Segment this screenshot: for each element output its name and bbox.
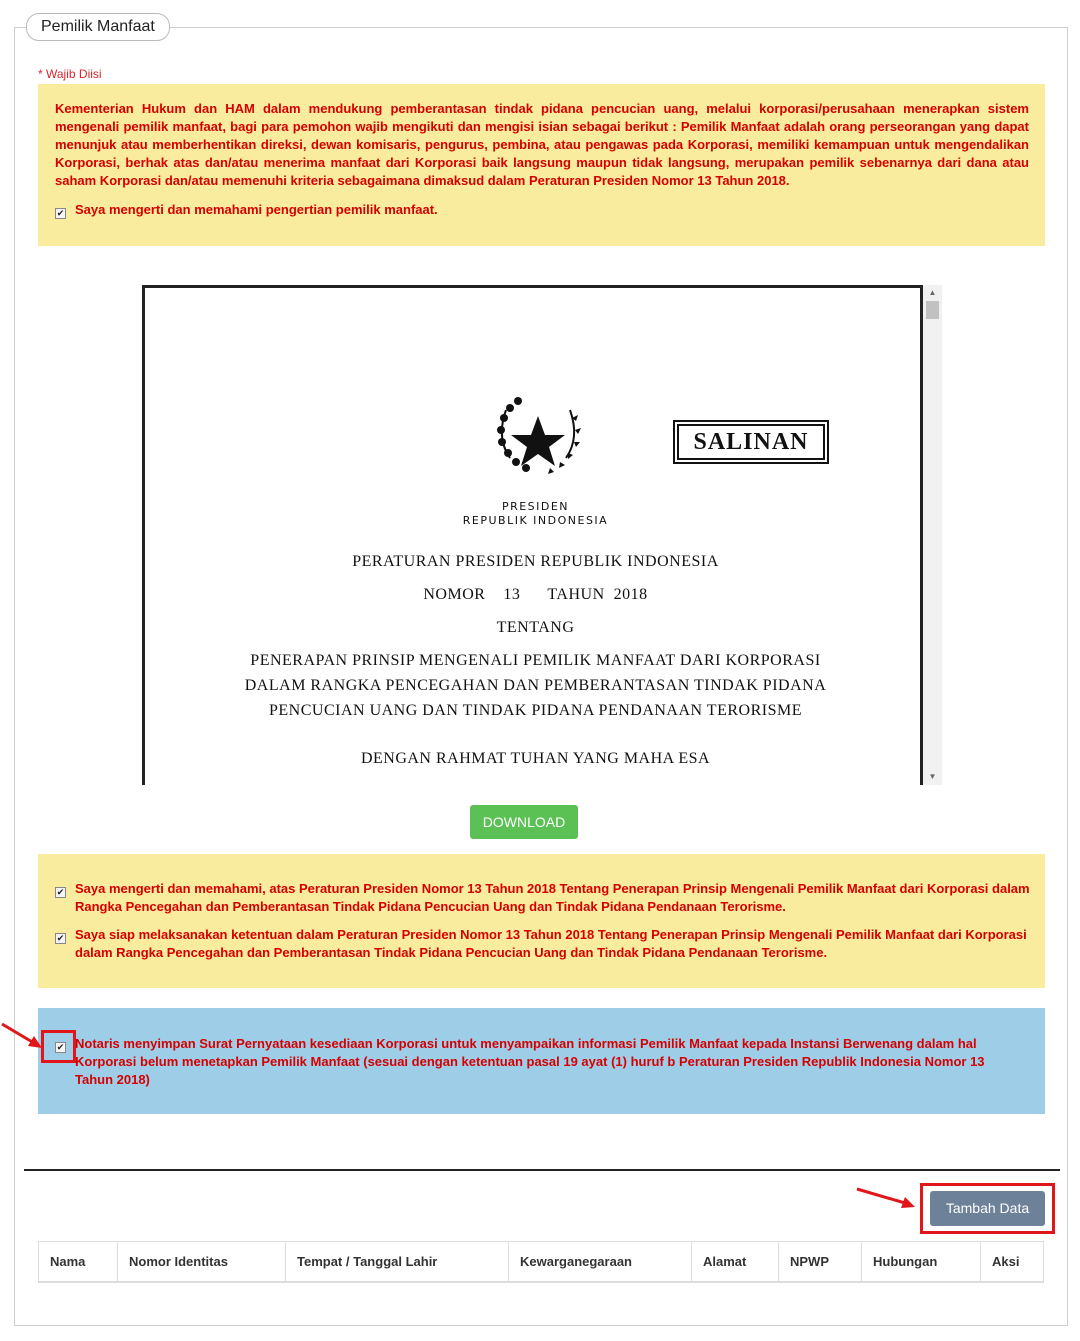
doc-subject-line2: DALAM RANGKA PENCEGAHAN DAN PEMBERANTASAN TINDAK PIDANA — [244, 677, 827, 694]
doc-blessing: DENGAN RAHMAT TUHAN YANG MAHA ESA — [360, 750, 711, 767]
notaris-label: Notaris menyimpan Surat Pernyataan kesediaan Korporasi untuk menyampaikan informasi Pemilik Manfaat kepada Instansi Berwenang dalam hal Korporasi belum menetapkan Pemilik Manfaat (sesuai dengan ketentuan pasal 19 ayat (1) huruf b Peraturan Presiden Republik Indonesia Nomor 13 Tahun 2018) — [75, 1036, 985, 1087]
checkbox-checked-icon: ✔ — [56, 933, 65, 943]
agreement-label-2: Saya siap melaksanakan ketentuan dalam Peraturan Presiden Nomor 13 Tahun 2018 Tentang Penerapan Prinsip Mengenali Pemilik Manfaat dari Korporasi dalam Rangka Pencegahan dan Pemberantasan Tindak Pidana Pencucian Uang dan Tindak Pidana Pendanaan Terorisme. — [75, 927, 1027, 960]
agreement-checkbox-1[interactable] — [55, 887, 66, 898]
section-legend: Pemilik Manfaat — [26, 13, 170, 41]
agreement-label-1: Saya mengerti dan memahami, atas Peraturan Presiden Nomor 13 Tahun 2018 Tentang Penerapan Prinsip Mengenali Pemilik Manfaat dari Korporasi dalam Rangka Pencegahan dan Pemberantasan Tindak Pidana Pencucian Uang dan Tindak Pidana Pendanaan Terorisme. — [75, 881, 1030, 914]
checkbox-checked-icon: ✔ — [56, 887, 65, 897]
col-alamat: Alamat — [692, 1242, 779, 1283]
doc-title: PERATURAN PRESIDEN REPUBLIK INDONESIA — [352, 553, 719, 570]
intro-checkbox[interactable] — [55, 208, 66, 219]
checkbox-checked-icon: ✔ — [56, 208, 65, 218]
intro-text: Kementerian Hukum dan HAM dalam mendukung pemberantasan tindak pidana pencucian uang, melalui korporasi/perusahaan menerapkan sistem mengenali pemilik manfaat, bagi para pemohon wajib mengikuti dan mengisi isian sebagai berikut : Pemilik Manfaat adalah orang perseorangan yang dapat menunjuk atau memberhentikan direksi, dewan komisaris, pengurus, pembina, atau pengawas pada Korporasi, memiliki kemampuan untuk mengendalikan Korporasi, berhak atas dan/atau menerima manfaat dari Korporasi baik langsung maupun tidak langsung, merupakan pemilik sebenarnya dari dana atau saham Korporasi dan/atau memenuhi kriteria sebagaimana dimaksud dalam Peraturan Presiden Nomor 13 Tahun 2018. — [55, 101, 1029, 188]
doc-subject-line1: PENERAPAN PRINSIP MENGENALI PEMILIK MANFAAT DARI KORPORASI — [250, 652, 821, 669]
issuer-line2: REPUBLIK INDONESIA — [462, 514, 609, 527]
tambah-button-highlight — [920, 1183, 1055, 1234]
doc-subject-line3: PENCUCIAN UANG DAN TINDAK PIDANA PENDANAAN TERORISME — [269, 702, 802, 719]
col-kewarganegaraan: Kewarganegaraan — [509, 1242, 692, 1283]
agreement-notice — [38, 854, 1045, 988]
doc-tentang: TENTANG — [496, 619, 575, 636]
tambah-data-button[interactable]: Tambah Data — [930, 1191, 1045, 1226]
scroll-down-icon[interactable]: ▼ — [928, 772, 937, 781]
table-header-row — [39, 1242, 1044, 1283]
col-npwp: NPWP — [779, 1242, 862, 1283]
intro-notice — [38, 84, 1045, 246]
col-tempat-tanggal-lahir: Tempat / Tanggal Lahir — [286, 1242, 509, 1283]
col-nama: Nama — [39, 1242, 118, 1283]
download-button[interactable]: DOWNLOAD — [470, 805, 578, 839]
col-hubungan: Hubungan — [862, 1242, 981, 1283]
notaris-notice — [38, 1008, 1045, 1114]
arrow-icon — [0, 1020, 48, 1054]
pemilik-manfaat-table — [38, 1241, 1044, 1283]
col-nomor-identitas: Nomor Identitas — [118, 1242, 286, 1283]
scroll-up-icon[interactable]: ▲ — [928, 288, 937, 297]
viewer-scrollbar[interactable] — [923, 285, 942, 785]
document-page — [142, 285, 923, 785]
agreement-checkbox-2[interactable] — [55, 933, 66, 944]
issuer-line1: PRESIDEN — [501, 500, 570, 513]
arrow-icon — [855, 1186, 919, 1214]
salinan-stamp: SALINAN — [673, 420, 829, 464]
col-aksi: Aksi — [981, 1242, 1044, 1283]
required-note: * Wajib Diisi — [38, 67, 102, 81]
document-viewer[interactable] — [142, 285, 942, 785]
garuda-emblem-icon — [488, 388, 588, 483]
checkbox-checked-icon: ✔ — [56, 1042, 65, 1052]
intro-checkbox-label: Saya mengerti dan memahami pengertian pemilik manfaat. — [75, 202, 438, 217]
doc-nomor: NOMOR 13 TAHUN 2018 — [423, 586, 648, 603]
section-divider — [24, 1169, 1060, 1171]
scroll-thumb[interactable] — [926, 301, 939, 319]
